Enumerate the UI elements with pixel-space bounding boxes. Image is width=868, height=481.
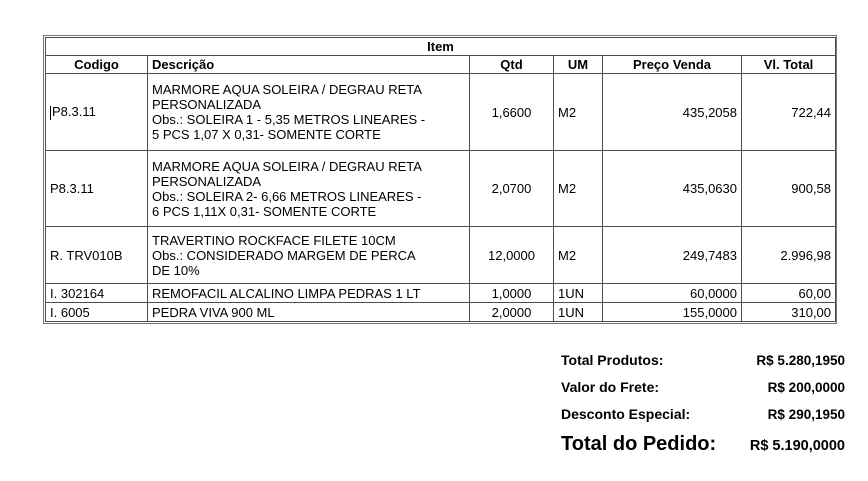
total-produtos-value: R$ 5.280,1950	[756, 353, 845, 368]
cell-descricao	[148, 284, 470, 303]
descricao-line: Obs.: SOLEIRA 1 - 5,35 METROS LINEARES -	[152, 112, 426, 127]
column-header-qtd: Qtd	[470, 56, 554, 74]
descricao-line: PERSONALIZADA	[152, 173, 262, 189]
cell-qtd: 1,6600	[470, 74, 554, 151]
cell-vl-total: 60,00	[742, 284, 836, 303]
cell-descricao	[148, 303, 470, 322]
descricao-line: Obs.: CONSIDERADO MARGEM DE PERCA	[152, 247, 416, 263]
cell-um: M2	[554, 227, 603, 284]
text-caret	[50, 106, 51, 120]
column-header-preco-venda: Preço Venda	[603, 56, 742, 74]
total-produtos-label: Total Produtos:	[561, 352, 664, 368]
table-row	[46, 227, 836, 284]
cell-vl-total: 722,44	[742, 74, 836, 151]
cell-codigo: R. TRV010B	[46, 227, 148, 284]
table-row	[46, 74, 836, 151]
cell-um: 1UN	[554, 284, 603, 303]
table-group-header-row	[46, 38, 836, 56]
cell-um: 1UN	[554, 303, 603, 322]
cell-um: M2	[554, 74, 603, 151]
cell-codigo: I. 6005	[46, 303, 148, 322]
items-table	[45, 37, 836, 322]
item-table	[43, 35, 837, 324]
table-group-header: Item	[46, 38, 836, 56]
cell-descricao	[148, 74, 470, 151]
descricao-line: PERSONALIZADA	[152, 97, 262, 112]
cell-preco-venda: 249,7483	[603, 227, 742, 284]
valor-frete-row	[561, 379, 845, 406]
descricao-line: DE 10%	[152, 262, 200, 278]
total-pedido-value: R$ 5.190,0000	[749, 438, 845, 454]
descricao-line: PEDRA VIVA 900 ML	[152, 304, 275, 320]
descricao-line: MARMORE AQUA SOLEIRA / DEGRAU RETA	[152, 82, 422, 97]
table-row	[46, 303, 836, 322]
descricao-line: Obs.: SOLEIRA 2- 6,66 METROS LINEARES -	[152, 188, 422, 204]
total-produtos-row	[561, 352, 845, 379]
cell-vl-total: 2.996,98	[742, 227, 836, 284]
total-pedido-row	[561, 433, 845, 463]
cell-qtd: 12,0000	[470, 227, 554, 284]
cell-qtd: 2,0700	[470, 151, 554, 227]
cell-um: M2	[554, 151, 603, 227]
column-header-vl-total: Vl. Total	[742, 56, 836, 74]
cell-qtd: 1,0000	[470, 284, 554, 303]
cell-codigo: P8.3.11	[46, 151, 148, 227]
table-header-row	[46, 56, 836, 74]
cell-vl-total: 310,00	[742, 303, 836, 322]
cell-preco-venda: 435,0630	[603, 151, 742, 227]
descricao-line: REMOFACIL ALCALINO LIMPA PEDRAS 1 LT	[152, 285, 421, 301]
column-header-descricao: Descrição	[148, 56, 470, 74]
cell-codigo	[46, 74, 148, 151]
cell-descricao	[148, 227, 470, 284]
valor-frete-label: Valor do Frete:	[561, 379, 660, 395]
cell-preco-venda: 60,0000	[603, 284, 742, 303]
codigo-value: P8.3.11	[52, 104, 96, 120]
total-pedido-label: Total do Pedido:	[561, 433, 717, 455]
totals-summary	[561, 352, 845, 463]
cell-codigo: I. 302164	[46, 284, 148, 303]
descricao-line: 5 PCS 1,07 X 0,31- SOMENTE CORTE	[152, 127, 381, 142]
cell-preco-venda: 155,0000	[603, 303, 742, 322]
cell-descricao	[148, 151, 470, 227]
cell-vl-total: 900,58	[742, 151, 836, 227]
desconto-especial-row	[561, 406, 845, 433]
cell-preco-venda: 435,2058	[603, 74, 742, 151]
desconto-especial-value: R$ 290,1950	[767, 407, 845, 422]
table-row	[46, 151, 836, 227]
descricao-line: TRAVERTINO ROCKFACE FILETE 10CM	[152, 232, 396, 248]
cell-qtd: 2,0000	[470, 303, 554, 322]
valor-frete-value: R$ 200,0000	[767, 380, 845, 395]
descricao-line: 6 PCS 1,11X 0,31- SOMENTE CORTE	[152, 203, 377, 219]
column-header-codigo: Codigo	[46, 56, 148, 74]
column-header-um: UM	[554, 56, 603, 74]
descricao-line: MARMORE AQUA SOLEIRA / DEGRAU RETA	[152, 158, 422, 174]
desconto-especial-label: Desconto Especial:	[561, 406, 691, 422]
table-row	[46, 284, 836, 303]
